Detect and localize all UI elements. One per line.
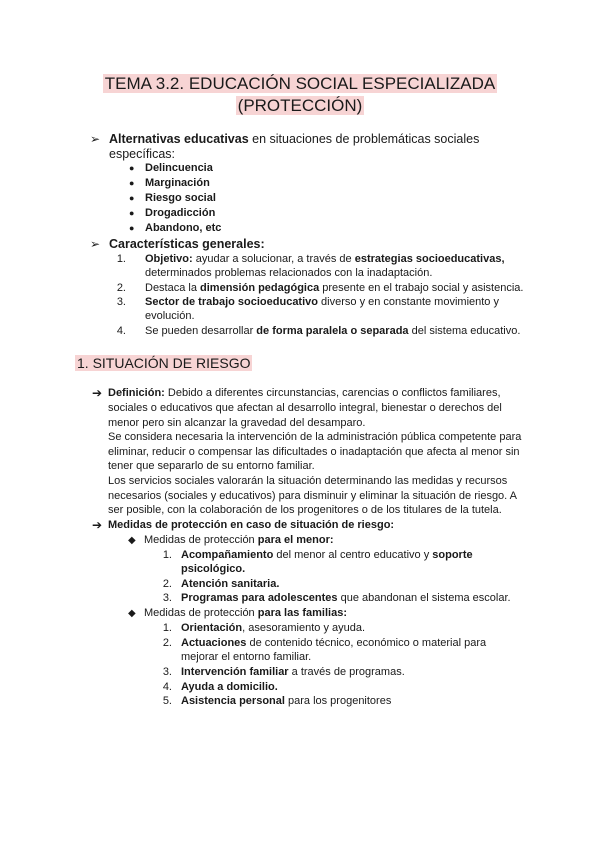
list-number: 1. [162,549,172,561]
list-item: Destaca la dimensión pedagógica presente en el trabajo social y asistencia. [145,282,524,294]
list-item: Intervención familiar a través de programas. [181,666,405,678]
arrow-bullet-icon: ➢ [90,237,101,251]
page-title-line1 [0,73,600,95]
alternativas-cont: específicas: [109,147,176,161]
list-number: 2. [116,282,126,294]
right-arrow-icon: ➔ [92,386,103,400]
list-number: 3. [162,592,172,604]
title-text-1: TEMA 3.2. EDUCACIÓN SOCIAL ESPECIALIZADA [104,74,496,93]
section-heading: 1. SITUACIÓN DE RIESGO [77,355,251,371]
bullet-icon: ● [129,208,135,218]
list-item-cont: mejorar el entorno familiar. [181,651,312,663]
list-item: Asistencia personal para los progenitores [181,695,392,707]
list-item: Marginación [145,177,210,189]
definicion-text: Los servicios sociales valorarán la situación determinando las medidas y recursos [108,475,508,487]
list-number: 2. [162,637,172,649]
list-item: Acompañamiento del menor al centro educativo y soporte [181,549,473,561]
alternativas-rest: en situaciones de problemáticas sociales [248,132,480,146]
right-arrow-icon: ➔ [92,518,103,532]
bullet-icon: ● [129,163,135,173]
menor-heading: Medidas de protección para el menor: [144,534,334,546]
familias-heading: Medidas de protección para las familias: [144,607,348,619]
definicion-text: ser posible, con la colaboración de los progenitores o de los titulares de la tutela. [108,504,502,516]
definicion-text: Se considera necesaria la intervención de la administración pública competente para [108,431,522,443]
alternativas-bold: Alternativas educativas [109,132,249,146]
list-number: 3. [162,666,172,678]
title-text-2: (PROTECCIÓN) [237,96,363,115]
list-number: 5. [162,695,172,707]
definicion-text: tener que separarlo de su entorno familiar. [108,460,315,472]
definicion-line: Definición: Debido a diferentes circunstancias, carencias o conflictos familiares, [108,387,501,399]
list-item: Se pueden desarrollar de forma paralela o separada del sistema educativo. [145,325,521,337]
list-item-cont: evolución. [145,310,195,322]
list-item: Orientación, asesoramiento y ayuda. [181,622,366,634]
list-number: 1. [162,622,172,634]
page-title-line2 [0,95,600,117]
definicion-text: menor pero sin alcanzar la gravedad del desamparo. [108,417,366,429]
list-item: Riesgo social [145,192,216,204]
list-item-cont: psicológico. [181,563,246,575]
list-item: Programas para adolescentes que abandonan el sistema escolar. [181,592,511,604]
list-item: Actuaciones de contenido técnico, económico o material para [181,637,487,649]
list-number: 2. [162,578,172,590]
arrow-bullet-icon: ➢ [90,132,101,146]
list-item-cont: determinados problemas relacionados con la inadaptación. [145,267,433,279]
definicion-text: necesarios (sociales y educativos) para disminuir y eliminar la situación de riesgo. A [108,490,518,502]
list-number: 4. [162,681,172,693]
list-item: Ayuda a domicilio. [181,681,278,693]
diamond-icon: ◆ [128,608,136,619]
definicion-text: eliminar, reducir o compensar las dificultades o inadaptación que afecta al menor sin [108,446,520,458]
diamond-icon: ◆ [128,535,136,546]
list-number: 1. [116,253,126,265]
bullet-icon: ● [129,223,135,233]
list-item: Delincuencia [145,162,213,174]
list-item: Abandono, etc [145,222,222,234]
bullet-icon: ● [129,178,135,188]
definicion-text: sociales o educativos que afectan al desarrollo integral, bienestar o derechos del [108,402,502,414]
list-item: Sector de trabajo socioeducativo diverso y en constante movimiento y [145,296,499,308]
list-number: 3. [116,296,126,308]
medidas-heading: Medidas de protección en caso de situación de riesgo: [108,519,395,531]
list-number: 4. [116,325,126,337]
list-item: Atención sanitaria. [181,578,280,590]
bullet-icon: ● [129,193,135,203]
alternativas-line [109,131,479,147]
caracteristicas-heading: Características generales: [109,237,265,251]
list-item: Drogadicción [145,207,216,219]
list-item: Objetivo: ayudar a solucionar, a través de estrategias socioeducativas, [145,253,505,265]
